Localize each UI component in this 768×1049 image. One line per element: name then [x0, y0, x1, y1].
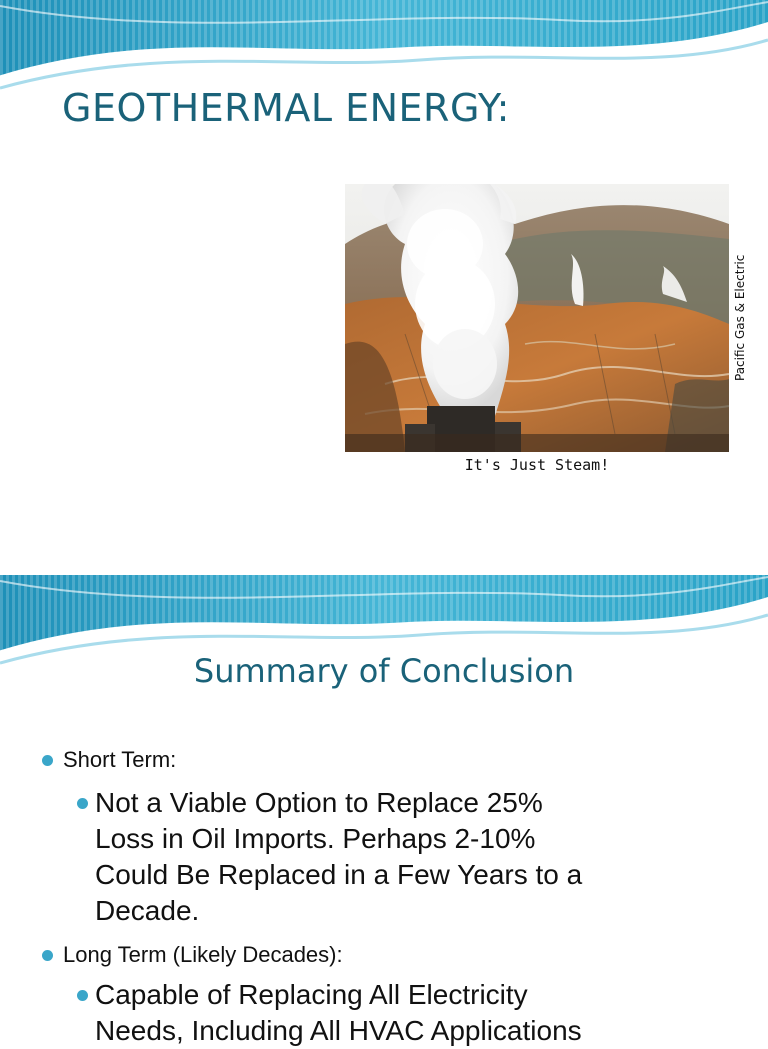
sub-bullet-line: Capable of Replacing All Electricity [95, 979, 528, 1010]
slide-summary-of-conclusion [0, 575, 768, 1046]
sub-bullet-line: Needs, Including All HVAC Applications [95, 1015, 582, 1046]
sub-bullet-text [95, 977, 735, 1049]
slide-title: GEOTHERMAL ENERGY: [62, 86, 510, 130]
bullet-dot-icon [77, 990, 88, 1001]
sub-bullet-line: Could Be Replaced in a Few Years to a [95, 859, 583, 890]
bullet-label: Short Term: [63, 747, 177, 772]
sub-bullet-line: Loss in Oil Imports. Perhaps 2-10% [95, 823, 536, 854]
bullet-label: Long Term (Likely Decades): [63, 942, 343, 967]
bullet-dot-icon [77, 798, 88, 809]
photo-credit: Pacific Gas & Electric [733, 254, 747, 382]
steam-plant-image [345, 184, 729, 452]
wave-header-decoration [0, 0, 768, 95]
slide-title: Summary of Conclusion [193, 652, 575, 690]
photo-caption: It's Just Steam! [464, 456, 610, 474]
geothermal-plant-photo [345, 184, 749, 482]
bullet-dot-icon [42, 755, 53, 766]
sub-bullet-line: Decade. [95, 895, 200, 926]
sub-bullet-text [95, 785, 735, 929]
sub-bullet-line: Not a Viable Option to Replace 25% [95, 787, 543, 818]
bullet-dot-icon [42, 950, 53, 961]
